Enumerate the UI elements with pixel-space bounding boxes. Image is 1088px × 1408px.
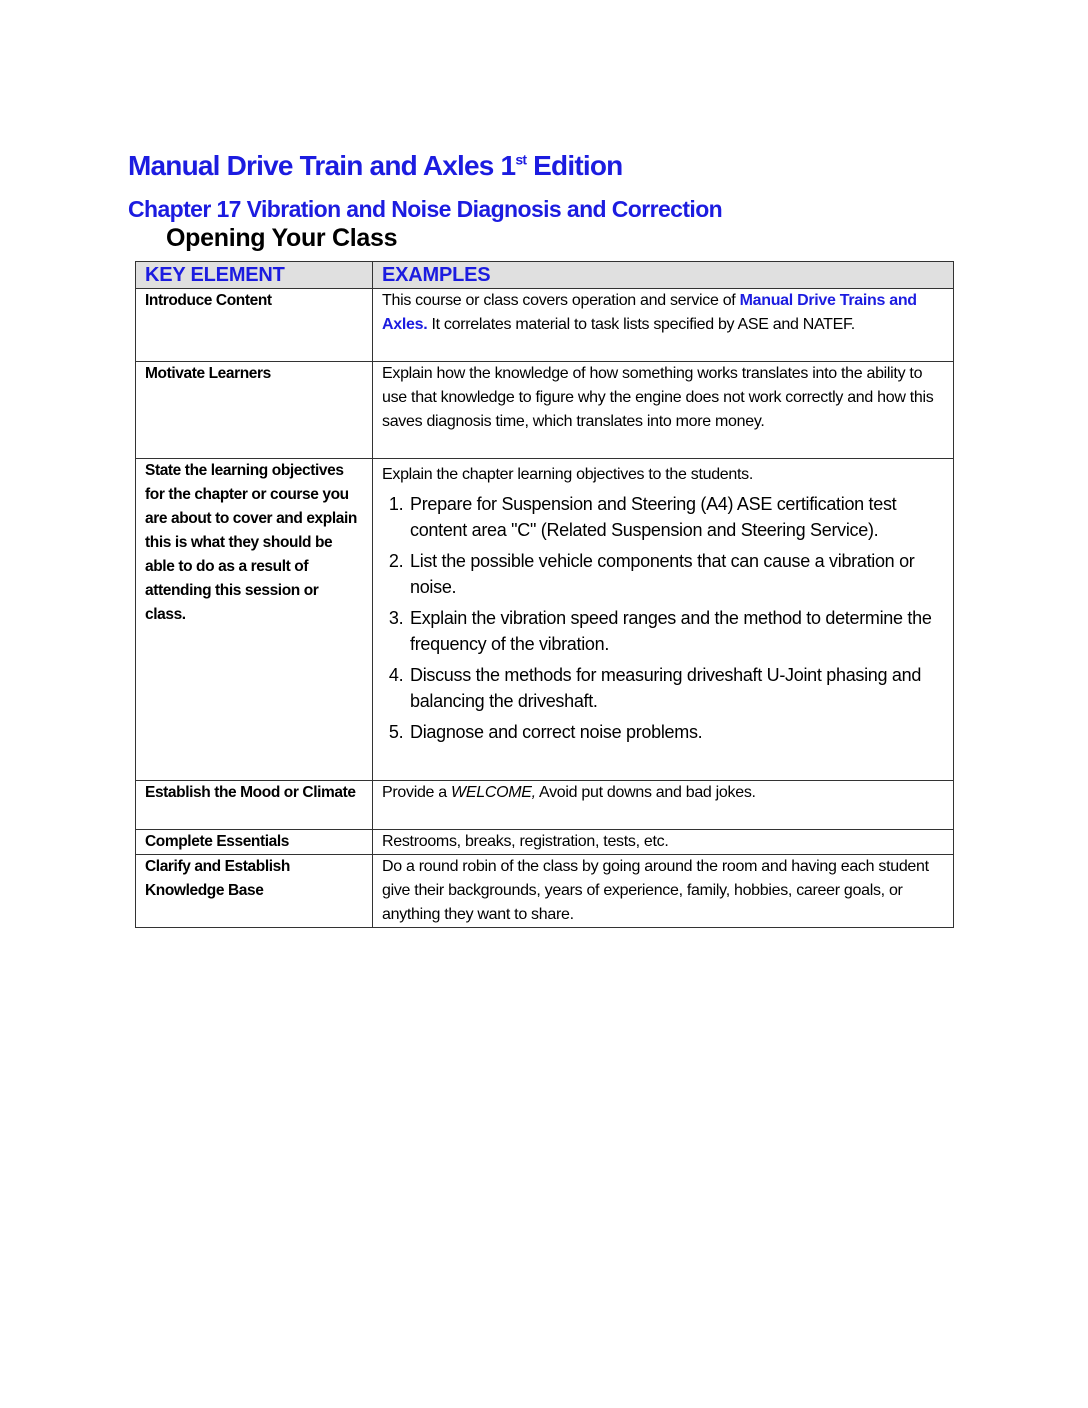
objective-item: 5. Diagnose and correct noise problems. bbox=[408, 719, 944, 745]
example-cell: Restrooms, breaks, registration, tests, etc. bbox=[373, 830, 954, 855]
table-row bbox=[136, 781, 954, 830]
example-text: Explain the chapter learning objectives to the students. bbox=[382, 466, 753, 483]
objective-item: 2. List the possible vehicle components that can cause a vibration or noise. bbox=[408, 548, 944, 600]
chapter-title: Chapter 17 Vibration and Noise Diagnosis and Correction bbox=[128, 196, 723, 222]
key-cell: Establish the Mood or Climate bbox=[136, 781, 373, 830]
objective-item: 3. Explain the vibration speed ranges and the method to determine the frequency of the vibration. bbox=[408, 605, 944, 657]
example-text: Avoid put downs and bad jokes. bbox=[535, 784, 756, 801]
title-edition: Edition bbox=[526, 150, 623, 181]
objective-item: 4. Discuss the methods for measuring driveshaft U-Joint phasing and balancing the driveshaft. bbox=[408, 662, 944, 714]
example-text: Provide a bbox=[382, 784, 452, 801]
key-cell: Complete Essentials bbox=[136, 830, 373, 855]
example-text: This course or class covers operation and service of bbox=[382, 292, 740, 309]
key-cell: Introduce Content bbox=[136, 289, 373, 362]
example-cell bbox=[373, 781, 954, 830]
emphasis-text: WELCOME, bbox=[451, 784, 536, 801]
table-header-row bbox=[136, 262, 954, 289]
key-cell: Motivate Learners bbox=[136, 362, 373, 459]
document-title bbox=[128, 150, 622, 182]
key-cell: State the learning objectives for the chapter or course you are about to cover and explain this is what they should be able to do as a result of attending this session or class. bbox=[136, 459, 373, 781]
table-row bbox=[136, 459, 954, 781]
objectives-list bbox=[382, 491, 944, 745]
example-cell: Explain how the knowledge of how something works translates into the ability to use that knowledge to figure why the engine does not work correctly and how this saves diagnosis time, which translates into more money. bbox=[373, 362, 954, 459]
table-row bbox=[136, 289, 954, 362]
objective-item: 1. Prepare for Suspension and Steering (A4) ASE certification test content area "C" (Related Suspension and Steering Service). bbox=[408, 491, 944, 543]
table-row bbox=[136, 830, 954, 855]
opening-class-table bbox=[135, 261, 954, 928]
table-row bbox=[136, 855, 954, 928]
key-cell: Clarify and Establish Knowledge Base bbox=[136, 855, 373, 928]
example-cell bbox=[373, 289, 954, 362]
table-row bbox=[136, 362, 954, 459]
example-cell: Do a round robin of the class by going around the room and having each student give their backgrounds, years of experience, family, hobbies, career goals, or anything they want to share. bbox=[373, 855, 954, 928]
example-text: It correlates material to task lists specified by ASE and NATEF. bbox=[427, 316, 855, 333]
header-examples: EXAMPLES bbox=[373, 262, 954, 289]
example-cell bbox=[373, 459, 954, 781]
title-superscript: st bbox=[515, 151, 527, 168]
section-title: Opening Your Class bbox=[166, 224, 398, 252]
highlight-text: Manual Drive Trains and Axles. bbox=[382, 292, 917, 333]
header-key-element: KEY ELEMENT bbox=[136, 262, 373, 289]
title-text: Manual Drive Train and Axles 1 bbox=[128, 150, 516, 181]
